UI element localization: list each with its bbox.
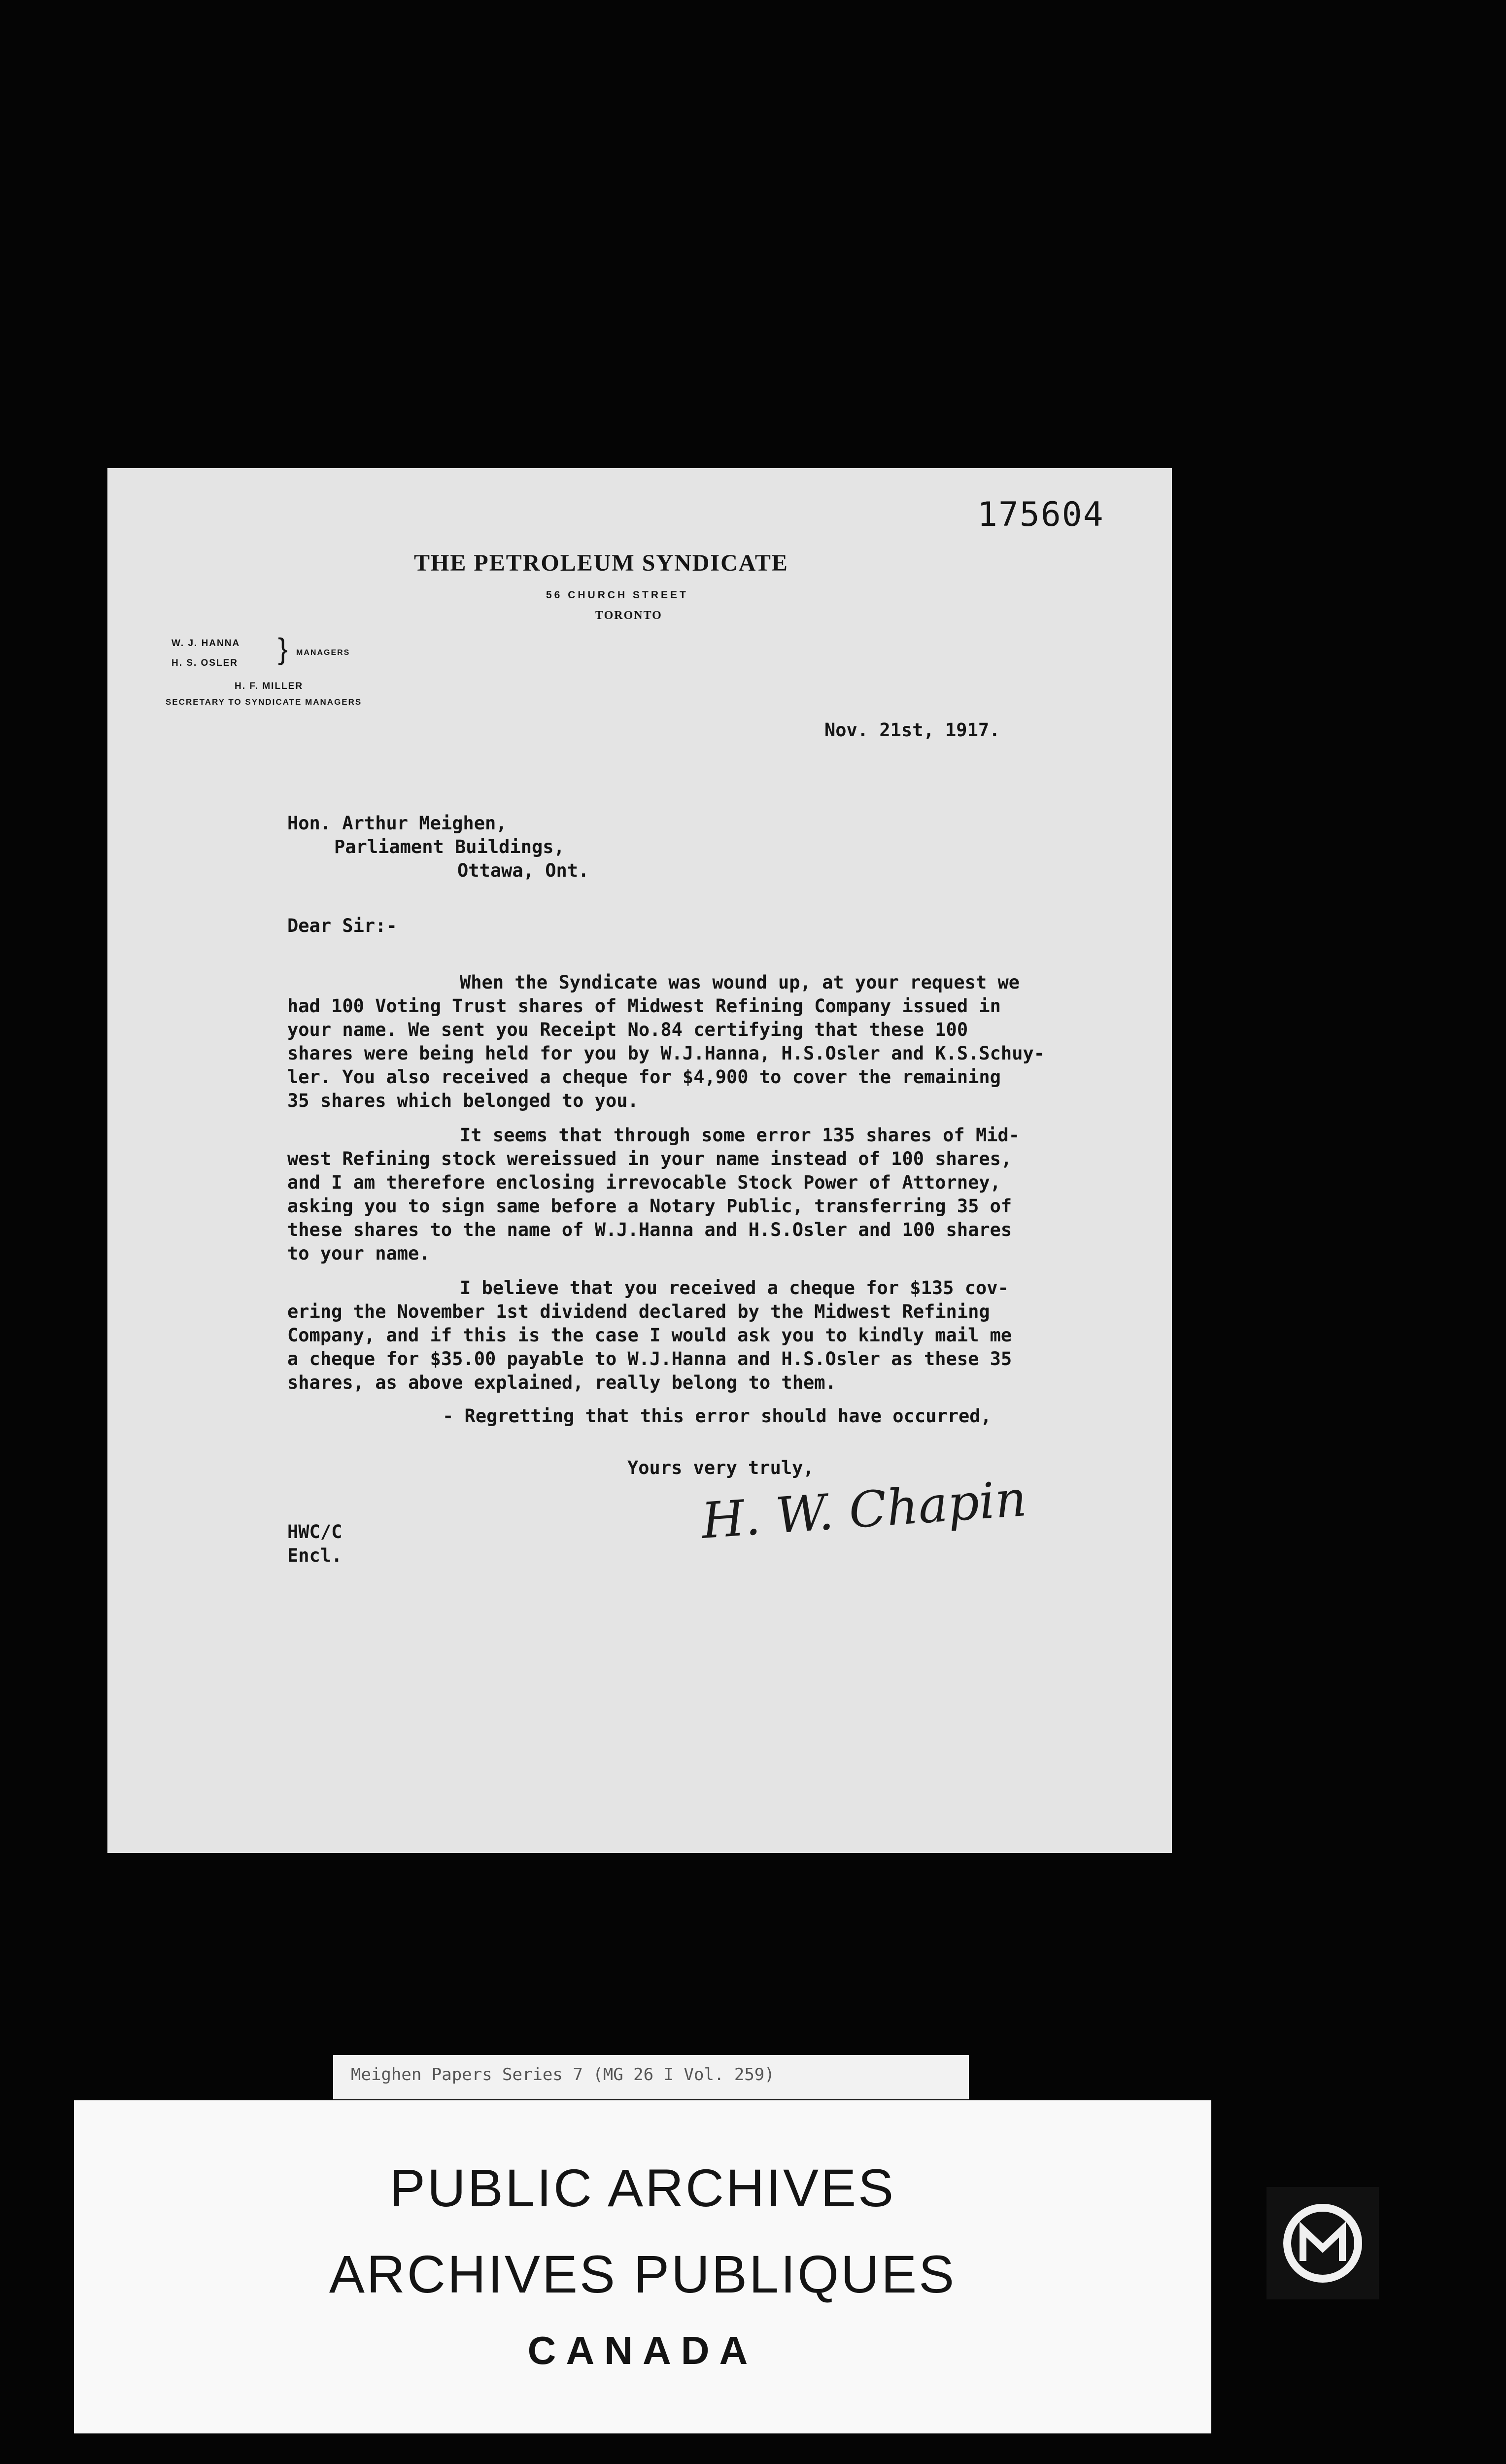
- paragraph-line: It seems that through some error 135 shares of Mid-: [460, 1125, 1020, 1146]
- paragraph-line: Company, and if this is the case I would ask you to kindly mail me: [287, 1325, 1012, 1346]
- letter-date: Nov. 21st, 1917.: [824, 719, 1000, 741]
- paragraph-line: west Refining stock wereissued in your name instead of 100 shares,: [287, 1148, 1012, 1169]
- paragraph-line: and I am therefore enclosing irrevocable Stock Power of Attorney,: [287, 1172, 1001, 1193]
- closing: Yours very truly,: [627, 1457, 814, 1478]
- letter-page: [107, 468, 1172, 1853]
- company-street: 56 CHURCH STREET: [546, 589, 688, 601]
- paragraph-line: ler. You also received a cheque for $4,900 to cover the remaining: [287, 1066, 1001, 1088]
- paragraph-line: 35 shares which belonged to you.: [287, 1090, 639, 1111]
- paragraph-line: I believe that you received a cheque for $135 cov-: [460, 1277, 1009, 1299]
- paragraph-line: shares were being held for you by W.J.Hanna, H.S.Osler and K.S.Schuy-: [287, 1043, 1045, 1064]
- address-line: Hon. Arthur Meighen,: [287, 813, 507, 834]
- paragraph-line: ering the November 1st dividend declared by the Midwest Refining: [287, 1301, 990, 1322]
- paragraph-line: to your name.: [287, 1243, 430, 1264]
- secretary-title: SECRETARY TO SYNDICATE MANAGERS: [166, 697, 362, 707]
- paragraph-line: these shares to the name of W.J.Hanna and H.S.Osler and 100 shares: [287, 1219, 1012, 1240]
- document-number: 175604: [977, 495, 1104, 534]
- managers-brace: }: [278, 632, 288, 665]
- handwritten-signature: H. W. Chapin: [699, 1470, 1028, 1550]
- managers-label: MANAGERS: [296, 649, 350, 657]
- paragraph-line: asking you to sign same before a Notary Public, transferring 35 of: [287, 1196, 1012, 1217]
- enclosure: Encl.: [287, 1545, 342, 1566]
- stamp-line-1: PUBLIC ARCHIVES: [389, 2158, 896, 2218]
- manager-osler: H. S. OSLER: [171, 658, 238, 668]
- archives-stamp: [74, 2100, 1211, 2433]
- paragraph-line: shares, as above explained, really belong to them.: [287, 1372, 836, 1393]
- paragraph-line: your name. We sent you Receipt No.84 certifying that these 100: [287, 1019, 968, 1040]
- salutation: Dear Sir:-: [287, 915, 397, 936]
- paragraph-line: When the Syndicate was wound up, at your request we: [460, 972, 1020, 993]
- manager-hanna: W. J. HANNA: [171, 638, 240, 649]
- paragraph-line: - Regretting that this error should have occurred,: [443, 1405, 992, 1427]
- secretary-name: H. F. MILLER: [235, 681, 304, 691]
- address-line: Ottawa, Ont.: [457, 860, 589, 881]
- stamp-line-3: CANADA: [527, 2328, 758, 2372]
- address-line: Parliament Buildings,: [334, 836, 565, 857]
- company-city: TORONTO: [595, 609, 662, 622]
- paragraph-line: had 100 Voting Trust shares of Midwest Refining Company issued in: [287, 995, 1001, 1017]
- series-caption: Meighen Papers Series 7 (MG 26 I Vol. 259): [333, 2055, 969, 2099]
- initials: HWC/C: [287, 1521, 342, 1542]
- archives-canada-emblem-icon: [1266, 2187, 1379, 2299]
- paragraph-line: a cheque for $35.00 payable to W.J.Hanna and H.S.Osler as these 35: [287, 1348, 1012, 1369]
- company-name: THE PETROLEUM SYNDICATE: [414, 550, 788, 576]
- stamp-line-2: ARCHIVES PUBLIQUES: [329, 2244, 957, 2304]
